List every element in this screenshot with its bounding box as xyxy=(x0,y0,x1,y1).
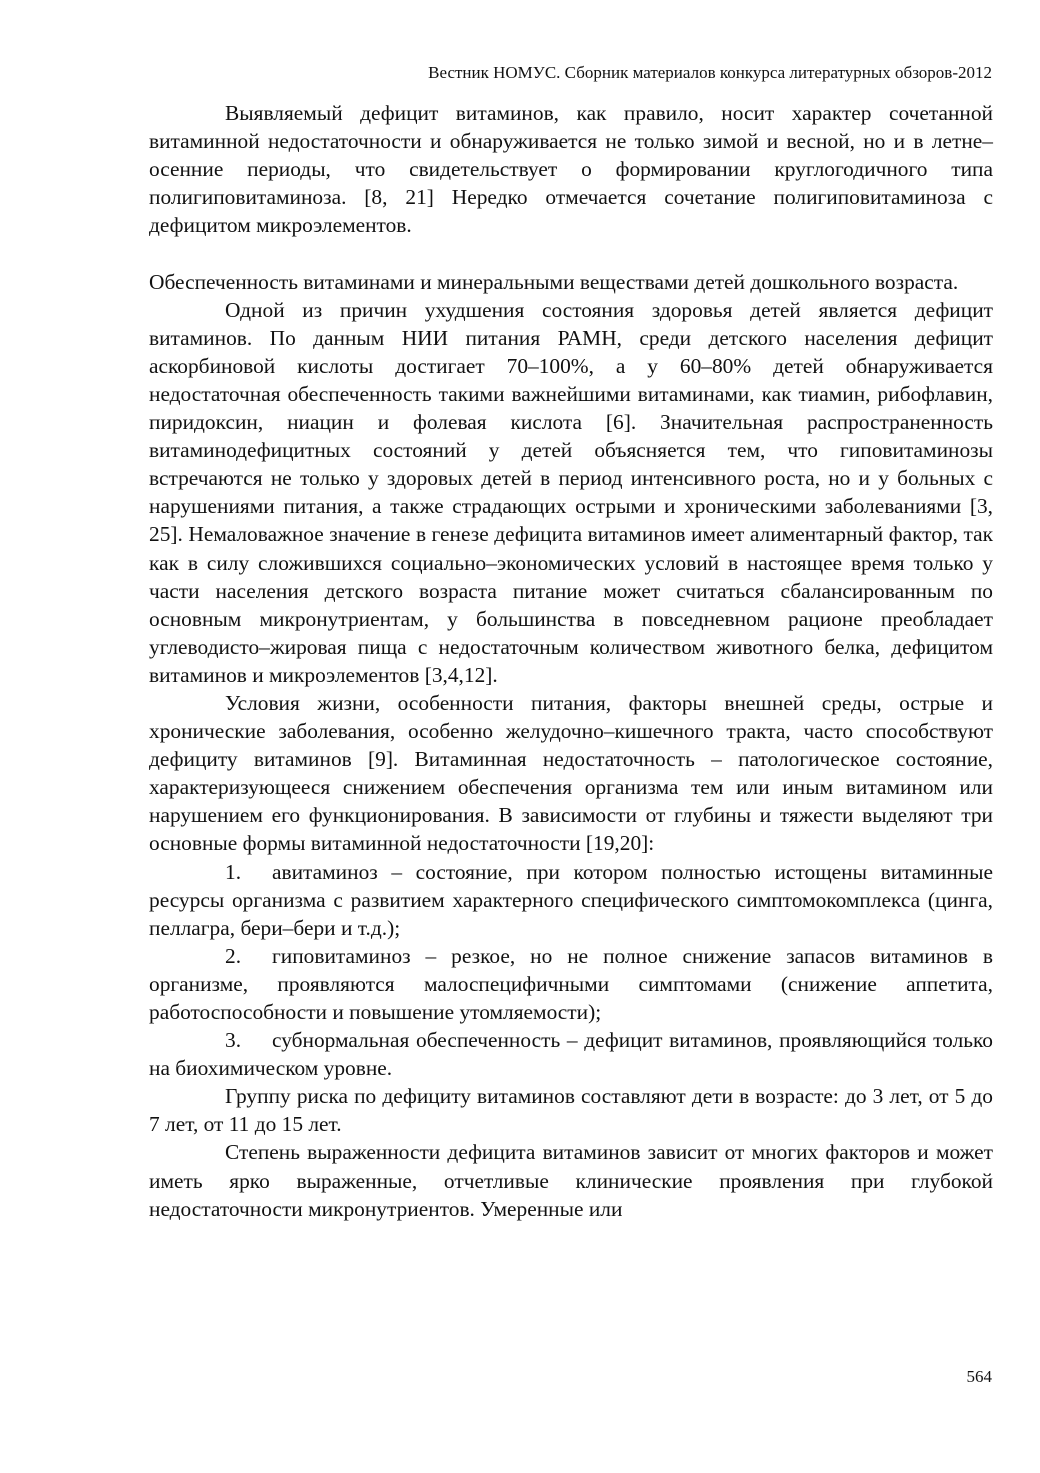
list-item xyxy=(149,858,993,942)
running-header: Вестник НОМУС. Сборник материалов конкурса литературных обзоров-2012 xyxy=(428,63,992,82)
list-item-text: гиповитаминоз – резкое, но не полное снижение запасов витаминов в организме, проявляются малоспецифичными симптомами (снижение аппетита, работоспособности и повышение утомляемости); xyxy=(149,943,993,1024)
list-item-number: 2. xyxy=(225,943,242,968)
paragraph-causes: Одной из причин ухудшения состояния здоровья детей является дефицит витаминов. По данным НИИ питания РАМН, среди детского населения дефицит аскорбиновой кислоты достигает 70–100%, а у 60–80% детей обнаруживается недостаточная обеспеченность такими важнейшими витаминами, как тиамин, рибофлавин, пиридоксин, ниацин и фолевая кислота [6]. Значительная распространенность витаминодефицитных состояний у детей объясняется тем, что гиповитаминозы встречаются не только у здоровых детей в период интенсивного роста, но и у больных с нарушениями питания, а также страдающих острыми и хроническими заболеваниями [3, 25]. Немаловажное значение в генезе дефицита витаминов имеет алиментарный фактор, так как в силу сложившихся социально–экономических условий в настоящее время только у части населения детского возраста питание может считаться сбалансированным по основным микронутриентам, у большинства в повседневном рационе преобладает углеводисто–жировая пища с недостаточным количеством животного белка, дефицитом витаминов и микроэлементов [3,4,12]. xyxy=(149,297,993,687)
list-item-number: 3. xyxy=(225,1028,242,1053)
list-item xyxy=(149,942,993,1026)
section-heading: Обеспеченность витаминами и минеральными веществами детей дошкольного возраста. xyxy=(149,269,959,294)
list-item xyxy=(149,1026,993,1082)
list-item-text: субнормальная обеспеченность – дефицит витаминов, проявляющийся только на биохимическом уровне. xyxy=(149,1028,993,1081)
article-body xyxy=(149,99,993,1223)
paragraph-severity: Степень выраженности дефицита витаминов зависит от многих факторов и может иметь ярко выраженные, отчетливые клинические проявления при глубокой недостаточности микронутриентов. Умеренные или xyxy=(149,1140,993,1221)
paragraph-vitamin-deficit: Выявляемый дефицит витаминов, как правило, носит характер сочетанной витаминной недостаточности и обнаруживается не только зимой и весной, но и в летне–осенние периоды, что свидетельствует о формировании круглогодичного типа полигиповитаминоза. [8, 21] Нередко отмечается сочетание полигиповитаминоза с дефицитом микроэлементов. xyxy=(149,101,993,238)
page-number: 564 xyxy=(966,1367,992,1386)
paragraph-risk-group: Группу риска по дефициту витаминов составляют дети в возрасте: до 3 лет, от 5 до 7 лет, от 11 до 15 лет. xyxy=(149,1084,993,1137)
list-item-number: 1. xyxy=(225,859,242,884)
paragraph-living-conditions: Условия жизни, особенности питания, факторы внешней среды, острые и хронические заболевания, особенно желудочно–кишечного тракта, часто способствуют дефициту витаминов [9]. Витаминная недостаточность – патологическое состояние, характеризующееся снижением обеспечения организма тем или иным витамином или нарушением его функционирования. В зависимости от глубины и тяжести выделяют три основные формы витаминной недостаточности [19,20]: xyxy=(149,690,993,856)
list-item-text: авитаминоз – состояние, при котором полностью истощены витаминные ресурсы организма с развитием характерного специфического симптомокомплекса (цинга, пеллагра, бери–бери и т.д.); xyxy=(149,859,993,940)
